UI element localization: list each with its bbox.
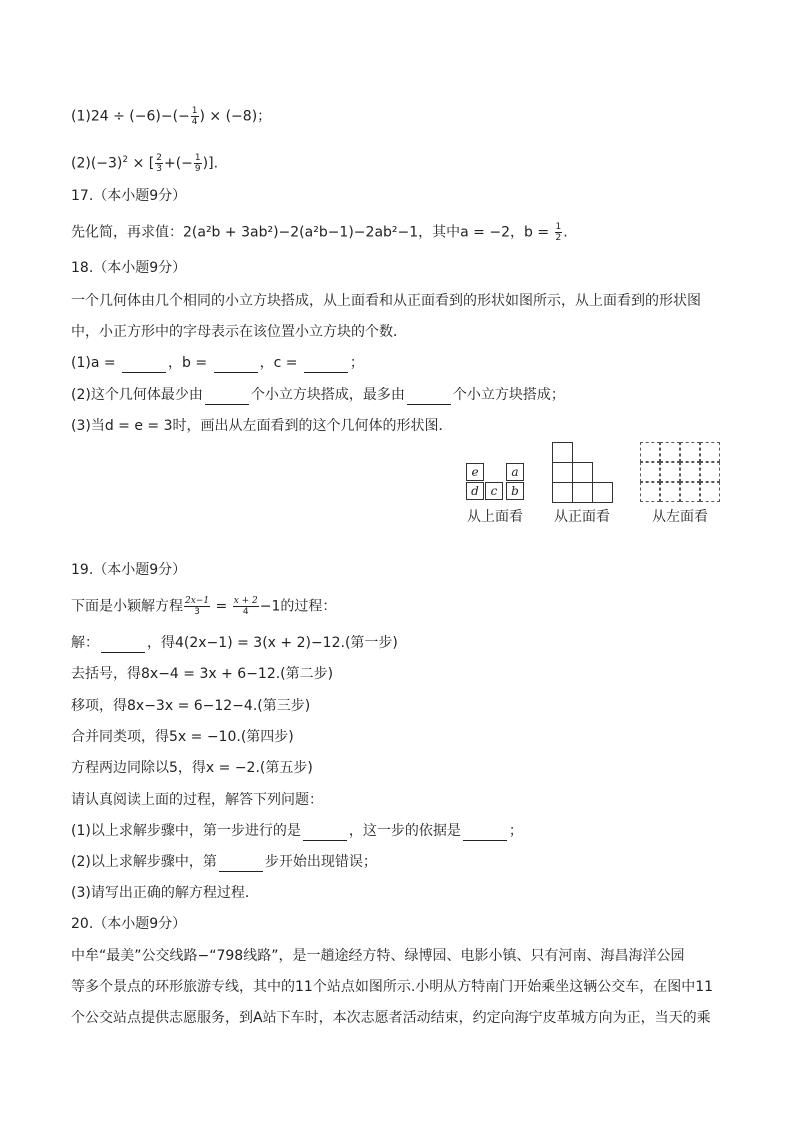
top-view-cell: d: [466, 482, 484, 500]
q17-text: 先化简，再求值：2(a²b + 3ab²)−2(a²b−1)−2ab²−1，其中a = −2，b = $\frac{1}{2}$ .: [71, 222, 568, 243]
caption-top-view: 从上面看: [467, 509, 523, 525]
front-view-cube: [572, 462, 593, 483]
q18-heading: 18.（本小题9分）: [71, 260, 187, 276]
fraction: $\frac{1}{2}$: [555, 222, 562, 243]
answer-blank[interactable]: [407, 390, 451, 405]
grid-cell: [660, 462, 680, 482]
answer-blank[interactable]: [214, 358, 258, 373]
grid-cell: [680, 482, 700, 502]
answer-blank[interactable]: [122, 358, 166, 373]
q19-step5: 方程两边同除以5，得x = −2.(第五步): [71, 760, 313, 776]
q18-part3: (3)当d = e = 3时，画出从左面看到的这个几何体的形状图．: [71, 418, 453, 434]
grid-cell: [680, 442, 700, 462]
grid-cell: [640, 482, 660, 502]
grid-cell: [700, 482, 720, 502]
left-view-grid[interactable]: [640, 442, 720, 502]
front-view-figure: [552, 442, 614, 502]
top-view-cell: a: [506, 463, 524, 481]
q20-line1: 中牟“最美”公交线路−“798线路”，是一趟途经方特、绿博园、电影小镇、只有河南、海昌海洋公园: [71, 948, 685, 964]
grid-cell: [660, 482, 680, 502]
fraction: $\frac{2x-1}{3}$: [185, 596, 210, 617]
q19-step1: 解： ，得4(2x−1) = 3(x + 2)−12.(第一步): [71, 635, 398, 651]
front-view-cube: [572, 482, 593, 503]
q19-heading: 19.（本小题9分）: [71, 562, 187, 578]
front-view-cube: [592, 482, 613, 503]
top-view-cell: e: [466, 463, 484, 481]
grid-cell: [660, 442, 680, 462]
fraction: $\frac{2}{3}$: [156, 153, 162, 175]
q18-intro-line1: 一个几何体由几个相同的小立方块搭成，从上面看和从正面看到的形状如图所示，从上面看到的形状图: [71, 293, 701, 309]
grid-cell: [640, 462, 660, 482]
q19-intro: 下面是小颖解方程 $\frac{2x-1}{3}$ = $\frac{x + 2}{4}$ −1的过程：: [71, 596, 337, 617]
answer-blank[interactable]: [205, 390, 249, 405]
top-view-figure: [466, 463, 526, 503]
q19-step3: 移项，得8x−3x = 6−12−4.(第三步): [71, 698, 311, 714]
top-view-cell: c: [485, 482, 503, 500]
caption-front-view: 从正面看: [554, 509, 610, 525]
top-view-cell: b: [506, 482, 524, 500]
q18-part2: (2)这个几何体最少由 个小立方块搭成，最多由 个小立方块搭成；: [71, 387, 565, 403]
answer-blank[interactable]: [463, 826, 507, 841]
q19-part1: (1)以上求解步骤中，第一步进行的是 ，这一步的依据是 ；: [71, 823, 523, 839]
caption-left-view: 从左面看: [652, 509, 708, 525]
answer-blank[interactable]: [304, 358, 348, 373]
q20-heading: 20.（本小题9分）: [71, 916, 187, 932]
front-view-cube: [552, 482, 573, 503]
q20-line2: 等多个景点的环形旅游专线，其中的11个站点如图所示.小明从方特南门开始乘坐这辆公交车，在图中11: [71, 979, 714, 995]
grid-cell: [700, 442, 720, 462]
fraction: $\frac{x + 2}{4}$: [233, 596, 258, 617]
answer-blank[interactable]: [101, 638, 145, 653]
q19-part2: (2)以上求解步骤中，第 步开始出现错误；: [71, 854, 377, 870]
answer-blank[interactable]: [219, 857, 263, 872]
q19-part3: (3)请写出正确的解方程过程．: [71, 885, 259, 901]
q19-step2: 去括号，得8x−4 = 3x + 6−12.(第二步): [71, 666, 334, 682]
front-view-cube: [552, 462, 573, 483]
q20-line3: 个公交站点提供志愿服务，到A站下车时，本次志愿者活动结束，约定向海宁皮革城方向为正，当天的乘: [71, 1010, 711, 1026]
fraction: $\frac{1}{9}$: [194, 153, 201, 175]
q19-step4: 合并同类项，得5x = −10.(第四步): [71, 729, 294, 745]
q17-heading: 17.（本小题9分）: [71, 188, 187, 204]
q16-part2: $(2)(-3)^2$ × [ $\frac{2}{3}$ +(− $\frac{1}{9}$ )].: [71, 153, 219, 175]
fraction: $\frac{1}{4}$: [191, 106, 198, 127]
q18-part1: (1)a = ，b = ，c = ；: [71, 355, 364, 371]
grid-cell: [680, 462, 700, 482]
grid-cell: [640, 442, 660, 462]
q16-part1: (1)24 ÷ (−6)−(− $\frac{1}{4}$ ) × (−8)；: [71, 106, 272, 127]
front-view-cube: [552, 442, 573, 463]
q19-ask: 请认真阅读上面的过程，解答下列问题：: [71, 792, 323, 808]
answer-blank[interactable]: [303, 826, 347, 841]
grid-cell: [700, 462, 720, 482]
q18-intro-line2: 中，小正方形中的字母表示在该位置小立方块的个数．: [71, 324, 407, 340]
